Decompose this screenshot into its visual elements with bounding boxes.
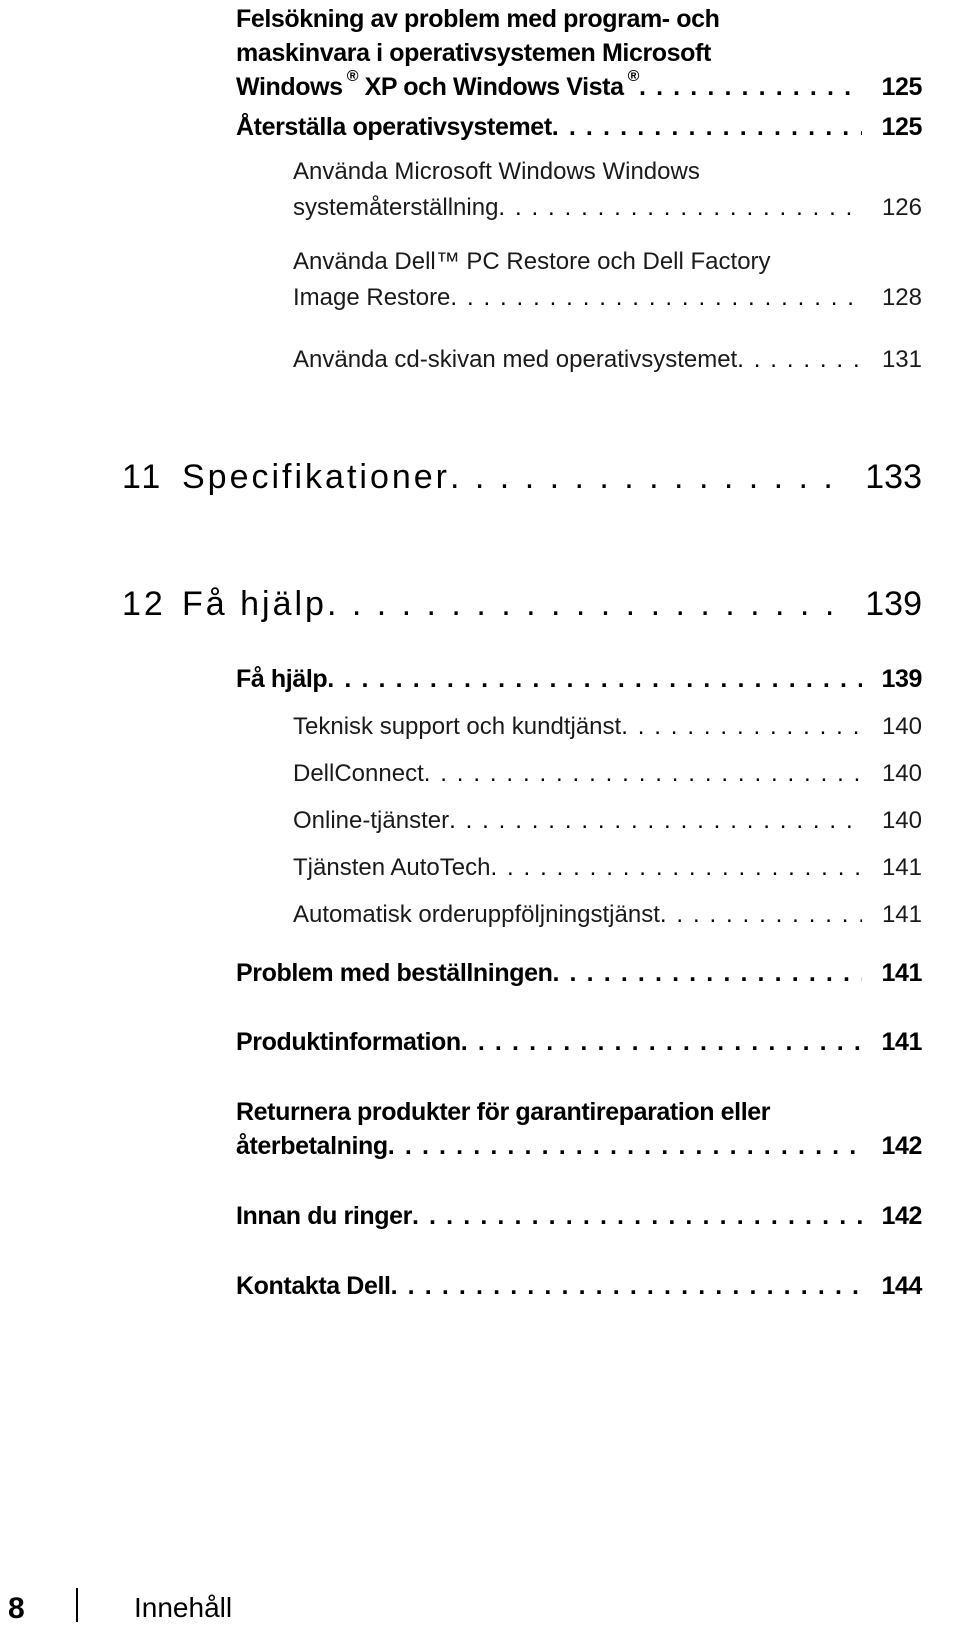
toc-entry-label: Kontakta Dell: [236, 1272, 391, 1300]
toc-entry-label: Online-tjänster: [293, 807, 450, 834]
toc-entry-label: Problem med beställningen: [236, 959, 553, 987]
toc-leader-dots: [639, 70, 862, 104]
toc-entry-autotech[interactable]: [0, 850, 960, 886]
footer-page-number: 8: [8, 1592, 25, 1625]
toc-leader-dots: [449, 803, 862, 839]
toc-entry-label: Teknisk support och kundtjänst: [293, 713, 622, 740]
footer-section-title: Innehåll: [134, 1592, 233, 1623]
toc-entry-pc-restore[interactable]: [0, 244, 960, 316]
toc-leader-dots: [461, 1025, 862, 1059]
toc-entry-problem-bestallning[interactable]: [0, 956, 960, 990]
toc-entry-dellconnect[interactable]: [0, 756, 960, 792]
toc-entry-text: Returnera produkter för garantireparation eller: [236, 1098, 771, 1126]
toc-leader-dots: [498, 190, 862, 226]
toc-page-number: 140: [881, 713, 922, 740]
footer-divider: [76, 1588, 78, 1622]
toc-entry-aterstalla[interactable]: [0, 110, 960, 144]
toc-entry-text: Använda Microsoft Windows Windows: [293, 158, 700, 185]
toc-chapter-fa-hjalp[interactable]: [0, 582, 960, 626]
toc-entry-returnera[interactable]: [0, 1095, 960, 1163]
toc-leader-dots: [327, 582, 842, 626]
toc-leader-dots: [388, 1129, 862, 1163]
toc-entry-text: Felsökning av problem med program- och: [236, 5, 720, 33]
toc-page-number: 139: [865, 585, 922, 623]
toc-leader-dots: [660, 897, 862, 933]
toc-page-number: 133: [865, 458, 922, 496]
toc-page-number: 141: [881, 959, 922, 987]
toc-entry-label: Innan du ringer: [236, 1202, 412, 1230]
toc-leader-dots: [552, 956, 862, 990]
toc-leader-dots: [391, 1269, 862, 1303]
toc-page-number: 141: [881, 1028, 922, 1056]
toc-entry-cd-skivan[interactable]: [0, 342, 960, 378]
toc-leader-dots: [621, 709, 862, 745]
toc-entry-innan-du-ringer[interactable]: [0, 1199, 960, 1233]
toc-leader-dots: [412, 1199, 862, 1233]
toc-page-number: 142: [881, 1202, 922, 1230]
toc-chapter-title-group: [122, 582, 327, 626]
toc-entry-text: maskinvara i operativsystemen Microsoft: [236, 39, 711, 67]
toc-entry-label: Windows ® XP och Windows Vista ®: [236, 68, 639, 101]
toc-page-number: 144: [881, 1272, 922, 1300]
toc-page-number: 140: [881, 760, 922, 787]
toc-entry-label: Automatisk orderuppföljningstjänst: [293, 901, 660, 928]
toc-page-number: 139: [881, 665, 922, 693]
toc-entry-label: Image Restore: [293, 284, 451, 311]
toc-entry-kontakta-dell[interactable]: [0, 1269, 960, 1303]
toc-entry-produktinformation[interactable]: [0, 1025, 960, 1059]
chapter-title: Få hjälp: [182, 585, 327, 623]
toc-page-number: 125: [881, 113, 922, 141]
toc-entry-label: Återställa operativsystemet: [236, 113, 552, 141]
toc-leader-dots: [490, 850, 862, 886]
toc-entry-online-tjanster[interactable]: [0, 803, 960, 839]
toc-page-number: 131: [881, 346, 922, 373]
chapter-title: Specifikationer: [182, 458, 451, 496]
toc-leader-dots: [552, 110, 862, 144]
chapter-number: 12: [122, 585, 166, 623]
toc-entry-label: Använda cd-skivan med operativsystemet: [293, 346, 738, 373]
toc-entry-label: systemåterställning: [293, 194, 499, 221]
toc-page-number: 126: [881, 194, 922, 221]
toc-chapter-title-group: [122, 455, 450, 499]
toc-entry-label: Tjänsten AutoTech: [293, 854, 491, 881]
toc-entry-label: Få hjälp: [236, 665, 328, 693]
toc-entry-fa-hjalp[interactable]: [0, 662, 960, 696]
toc-entry-teknisk-support[interactable]: [0, 709, 960, 745]
toc-entry-label: återbetalning: [236, 1132, 388, 1160]
toc-page-number: 128: [881, 284, 922, 311]
toc-leader-dots: [737, 342, 862, 378]
toc-leader-dots: [450, 280, 862, 316]
toc-leader-dots: [450, 455, 842, 499]
toc-entry-systemaaterstallning[interactable]: [0, 154, 960, 226]
toc-page-number: 141: [881, 854, 922, 881]
chapter-number: 11: [122, 458, 164, 496]
toc-entry-label: DellConnect: [293, 760, 424, 787]
toc-page-number: 142: [881, 1132, 922, 1160]
toc-leader-dots: [327, 662, 862, 696]
toc-entry-label: Produktinformation: [236, 1028, 461, 1056]
toc-chapter-specifikationer[interactable]: [0, 455, 960, 499]
toc-page-number: 125: [881, 73, 922, 101]
page-footer: [0, 1588, 960, 1628]
toc-entry-orderuppfoljning[interactable]: [0, 897, 960, 933]
toc-entry-text: Använda Dell™ PC Restore och Dell Factory: [293, 248, 771, 275]
toc-page-number: 141: [881, 901, 922, 928]
toc-entry-felsokning[interactable]: [0, 2, 960, 104]
toc-leader-dots: [424, 756, 862, 792]
toc-page-number: 140: [881, 807, 922, 834]
